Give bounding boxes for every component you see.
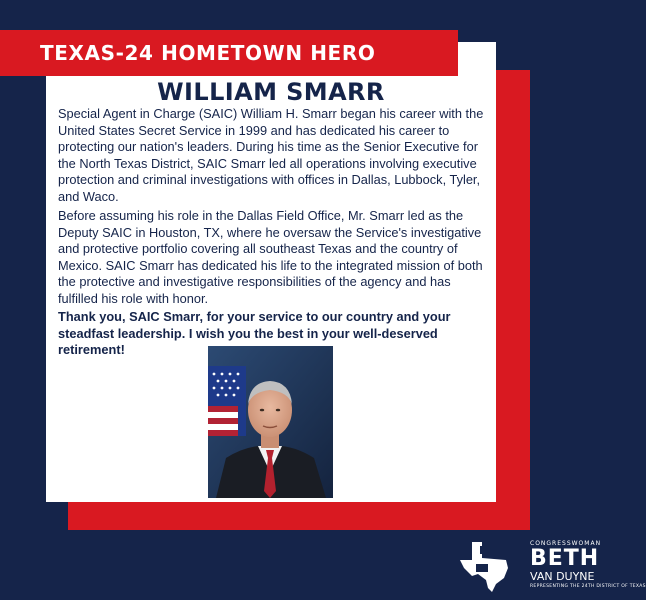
honoree-portrait-photo [208,346,333,498]
banner-title: TEXAS-24 HOMETOWN HERO [40,41,376,65]
hometown-hero-banner [0,30,458,76]
honoree-name: WILLIAM SMARR [157,78,385,106]
congresswoman-logo [458,536,646,594]
portrait-image [208,346,333,498]
bio-paragraph-prior-role: Before assuming his role in the Dallas Field Office, Mr. Smarr led as the Deputy SAIC in Houston, TX, where he oversaw the Service's investigative and protective portfolio covering all southeast Texas and the country of Mexico. SAIC Smarr has dedicated his life to the integrated mission of both the protective and investigative responsibilities of the agency and has fulfilled his role with honor. [58,208,483,306]
logo-title-label: CONGRESSWOMAN [530,540,602,547]
american-flag-backdrop [208,366,246,436]
logo-last-name: VAN DUYNE [530,570,595,583]
texas-capitol-icon [458,538,514,592]
logo-subtitle: REPRESENTING THE 24TH DISTRICT OF TEXAS [530,584,646,589]
bio-paragraph-career: Special Agent in Charge (SAIC) William H. Smarr began his career with the United States Secret Service in 1999 and has dedicated his career to protecting our nation's leaders. During his time as the Senior Executive for the North Texas District, SAIC Smarr led all operations involving executive protection and criminal investigations with offices in Dallas, Lubbock, Tyler, and Waco. [58,106,484,204]
logo-first-name: BETH [530,546,600,571]
thank-you-message: Thank you, SAIC Smarr, for your service to our country and your steadfast leadership. I wish you the best in your well-deserved retirement! [58,309,451,357]
